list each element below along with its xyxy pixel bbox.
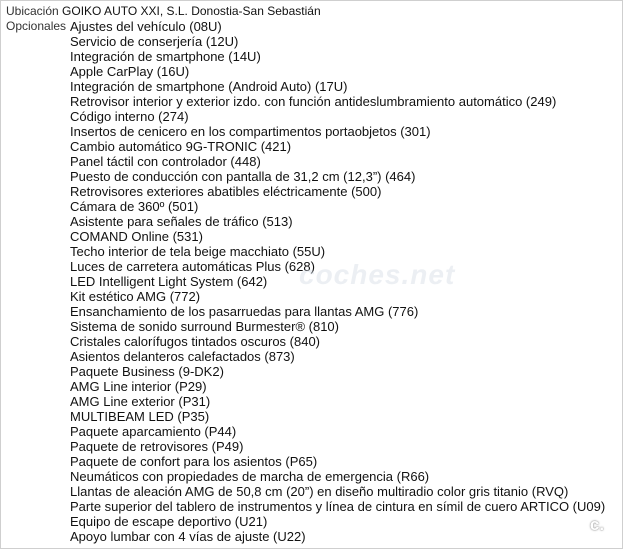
option-item: Retrovisores exteriores abatibles eléctricamente (500): [70, 184, 382, 199]
option-item: Retrovisor interior y exterior izdo. con función antideslumbramiento automático (249): [70, 94, 557, 109]
location-row: [6, 4, 321, 18]
option-item: Ensanchamiento de los pasarruedas para llantas AMG (776): [70, 304, 419, 319]
option-item: Luces de carretera automáticas Plus (628): [70, 259, 315, 274]
option-item: Apoyo lumbar con 4 vías de ajuste (U22): [70, 529, 306, 544]
option-item: AMG Line interior (P29): [70, 379, 207, 394]
option-item: Apple CarPlay (16U): [70, 64, 190, 79]
option-item: Paquete aparcamiento (P44): [70, 424, 237, 439]
option-item: Paquete de retrovisores (P49): [70, 439, 244, 454]
options-list: [70, 19, 605, 544]
option-item: Paquete Business (9-DK2): [70, 364, 224, 379]
option-item: MULTIBEAM LED (P35): [70, 409, 210, 424]
option-item: Parte superior del tablero de instrumentos y línea de cintura en símil de cuero ARTICO (U09): [70, 499, 606, 514]
options-label: Opcionales: [6, 19, 67, 33]
option-item: Cámara de 360º (501): [70, 199, 199, 214]
option-item: LED Intelligent Light System (642): [70, 274, 268, 289]
option-item: Paquete de confort para los asientos (P65): [70, 454, 318, 469]
option-item: AMG Line exterior (P31): [70, 394, 211, 409]
option-item: Integración de smartphone (Android Auto) (17U): [70, 79, 348, 94]
option-item: Sistema de sonido surround Burmester® (810): [70, 319, 339, 334]
option-item: Ajustes del vehículo (08U): [70, 19, 222, 34]
option-item: Equipo de escape deportivo (U21): [70, 514, 268, 529]
option-item: Código interno (274): [70, 109, 189, 124]
option-item: Llantas de aleación AMG de 50,8 cm (20”) en diseño multiradio color gris titanio (RVQ): [70, 484, 569, 499]
option-item: Integración de smartphone (14U): [70, 49, 261, 64]
option-item: Asistente para señales de tráfico (513): [70, 214, 293, 229]
option-item: COMAND Online (531): [70, 229, 203, 244]
option-item: Asientos delanteros calefactados (873): [70, 349, 295, 364]
option-item: Panel táctil con controlador (448): [70, 154, 261, 169]
location-label: Ubicación: [6, 4, 59, 18]
brand-logo-icon: c.: [589, 515, 605, 534]
option-item: Kit estético AMG (772): [70, 289, 201, 304]
option-item: Cambio automático 9G-TRONIC (421): [70, 139, 292, 154]
location-value: GOIKO AUTO XXI, S.L. Donostia-San Sebastián: [62, 4, 321, 18]
option-item: Techo interior de tela beige macchiato (55U): [70, 244, 326, 259]
option-item: Insertos de cenicero en los compartimentos portaobjetos (301): [70, 124, 431, 139]
site-watermark: coches.net: [299, 259, 456, 290]
option-item: Puesto de conducción con pantalla de 31,2 cm (12,3”) (464): [70, 169, 416, 184]
option-item: Neumáticos con propiedades de marcha de emergencia (R66): [70, 469, 430, 484]
option-item: Servicio de conserjería (12U): [70, 34, 239, 49]
option-item: Cristales calorífugos tintados oscuros (840): [70, 334, 321, 349]
